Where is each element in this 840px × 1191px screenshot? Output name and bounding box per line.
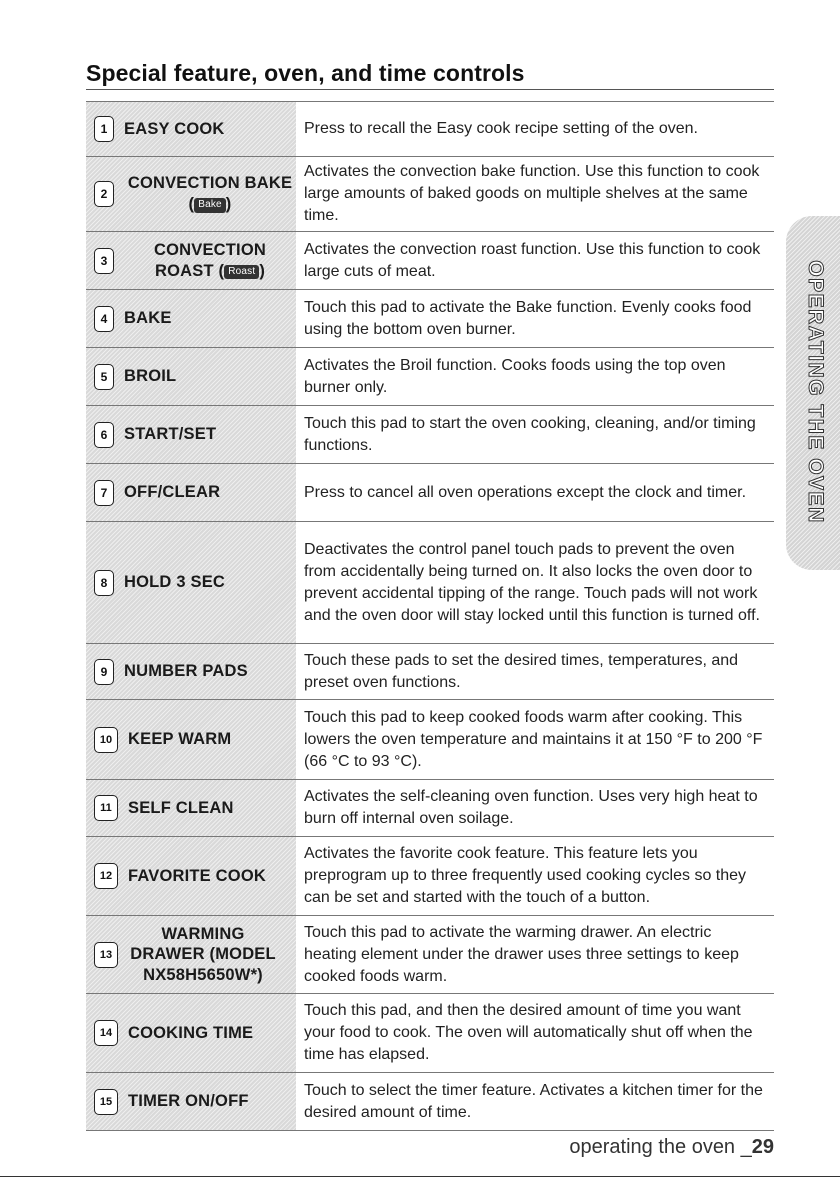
control-row-bake bbox=[86, 290, 774, 348]
footer-section-name: operating the oven _ bbox=[569, 1136, 752, 1158]
control-row-hold-3-sec bbox=[86, 522, 774, 644]
control-number-badge: 8 bbox=[94, 570, 114, 596]
control-row-convection-roast bbox=[86, 232, 774, 290]
control-number-badge: 9 bbox=[94, 659, 114, 685]
control-description: Touch this pad, and then the desired amount of time you want your food to cook. The oven will automatically shut off when the time has elapsed. bbox=[304, 1002, 753, 1063]
control-description: Activates the favorite cook feature. This feature lets you preprogram up to three frequently used cooking cycles so they can be set and started with the touch of a button. bbox=[304, 845, 747, 906]
control-number-badge: 5 bbox=[94, 364, 114, 390]
control-number-badge: 1 bbox=[94, 116, 114, 142]
bottom-divider bbox=[0, 1176, 840, 1177]
control-label-cell bbox=[86, 700, 296, 779]
control-row-start-set bbox=[86, 406, 774, 464]
control-row-broil bbox=[86, 348, 774, 406]
control-row-cooking-time bbox=[86, 994, 774, 1073]
control-name: CONVECTION ROAST ( Roast ) bbox=[153, 240, 266, 280]
control-row-off-clear bbox=[86, 464, 774, 522]
control-name: BAKE bbox=[124, 309, 172, 328]
control-label-cell bbox=[86, 157, 296, 231]
control-number-badge: 2 bbox=[94, 181, 114, 207]
control-description: Touch this pad to activate the Bake function. Evenly cooks food using the bottom oven burner. bbox=[304, 298, 752, 338]
control-name: NUMBER PADS bbox=[124, 662, 248, 681]
control-label-cell bbox=[86, 1073, 296, 1130]
control-number-badge: 11 bbox=[94, 795, 118, 821]
control-number-badge: 6 bbox=[94, 422, 114, 448]
control-label-cell bbox=[86, 102, 296, 156]
control-name: WARMING DRAWER (MODEL NX58H5650W*) bbox=[130, 924, 276, 984]
control-label-cell bbox=[86, 994, 296, 1072]
control-name: OFF/CLEAR bbox=[124, 483, 221, 502]
control-row-timer-on-off bbox=[86, 1073, 774, 1131]
control-row-keep-warm bbox=[86, 700, 774, 780]
control-name: FAVORITE COOK bbox=[128, 866, 266, 885]
page-title: Special feature, oven, and time controls bbox=[86, 60, 525, 86]
control-row-convection-bake bbox=[86, 157, 774, 232]
control-name: KEEP WARM bbox=[128, 730, 232, 749]
control-label-cell bbox=[86, 780, 296, 836]
control-description: Activates the convection roast function. Use this function to cook large cuts of meat. bbox=[304, 240, 761, 280]
control-name: CONVECTION BAKE ( Bake ) bbox=[127, 174, 293, 213]
control-label-cell bbox=[86, 406, 296, 463]
control-label-cell bbox=[86, 644, 296, 699]
control-description: Activates the self-cleaning oven function. Uses very high heat to burn off internal oven soilage. bbox=[304, 788, 758, 827]
control-number-badge: 15 bbox=[94, 1089, 118, 1115]
control-number-badge: 14 bbox=[94, 1020, 118, 1046]
control-name: BROIL bbox=[124, 367, 177, 386]
control-label-cell bbox=[86, 522, 296, 643]
control-description: Press to cancel all oven operations except the clock and timer. bbox=[304, 483, 747, 501]
control-label-cell bbox=[86, 837, 296, 915]
control-description: Touch this pad to start the oven cooking, cleaning, and/or timing functions. bbox=[304, 414, 756, 454]
control-description: Touch to select the timer feature. Activates a kitchen timer for the desired amount of time. bbox=[304, 1081, 763, 1121]
bake-pad-icon: Bake bbox=[194, 198, 226, 213]
control-number-badge: 13 bbox=[94, 942, 118, 968]
control-number-badge: 7 bbox=[94, 480, 114, 506]
control-description: Activates the convection bake function. Use this function to cook large amounts of baked goods on multiple shelves at the same time. bbox=[304, 163, 760, 224]
control-description: Press to recall the Easy cook recipe setting of the oven. bbox=[304, 120, 698, 137]
control-name: COOKING TIME bbox=[128, 1023, 254, 1042]
control-description: Touch these pads to set the desired times, temperatures, and preset oven functions. bbox=[304, 651, 739, 691]
control-name: TIMER ON/OFF bbox=[128, 1092, 249, 1111]
control-number-badge: 3 bbox=[94, 248, 114, 274]
control-row-number-pads bbox=[86, 644, 774, 700]
roast-pad-icon: Roast bbox=[224, 265, 259, 280]
control-description: Touch this pad to keep cooked foods warm after cooking. This lowers the oven temperature and maintains it at 150 °F to 200 °F (66 °C to 93 °C). bbox=[304, 708, 763, 770]
control-description: Deactivates the control panel touch pads to prevent the oven from accidentally being turned on. It also locks the oven door to prevent accidental tipping of the range. Touch pads will not work and the oven door will stay locked until this function is turned off. bbox=[304, 540, 760, 624]
control-name: SELF CLEAN bbox=[128, 798, 234, 817]
control-description: Touch this pad to activate the warming drawer. An electric heating element under the drawer uses three settings to keep cooked foods warm. bbox=[304, 923, 739, 985]
page-footer bbox=[569, 1136, 774, 1159]
controls-table bbox=[86, 101, 774, 1131]
control-label-cell bbox=[86, 290, 296, 347]
control-row-self-clean bbox=[86, 780, 774, 837]
control-row-favorite-cook bbox=[86, 837, 774, 916]
control-label-cell bbox=[86, 232, 296, 289]
control-number-badge: 4 bbox=[94, 306, 114, 332]
control-name: HOLD 3 SEC bbox=[124, 573, 226, 592]
control-description: Activates the Broil function. Cooks foods using the top oven burner only. bbox=[304, 356, 726, 396]
control-row-warming-drawer bbox=[86, 916, 774, 994]
control-name: EASY COOK bbox=[124, 119, 225, 138]
title-divider bbox=[86, 89, 774, 90]
control-number-badge: 10 bbox=[94, 727, 118, 753]
control-name: START/SET bbox=[124, 425, 217, 444]
control-label-cell bbox=[86, 348, 296, 405]
page-number: 29 bbox=[751, 1136, 774, 1158]
control-label-cell bbox=[86, 464, 296, 521]
section-side-tab-label: OPERATING THE OVEN bbox=[804, 260, 827, 524]
control-number-badge: 12 bbox=[94, 863, 118, 889]
control-row-easy-cook bbox=[86, 102, 774, 157]
control-label-cell bbox=[86, 916, 296, 993]
